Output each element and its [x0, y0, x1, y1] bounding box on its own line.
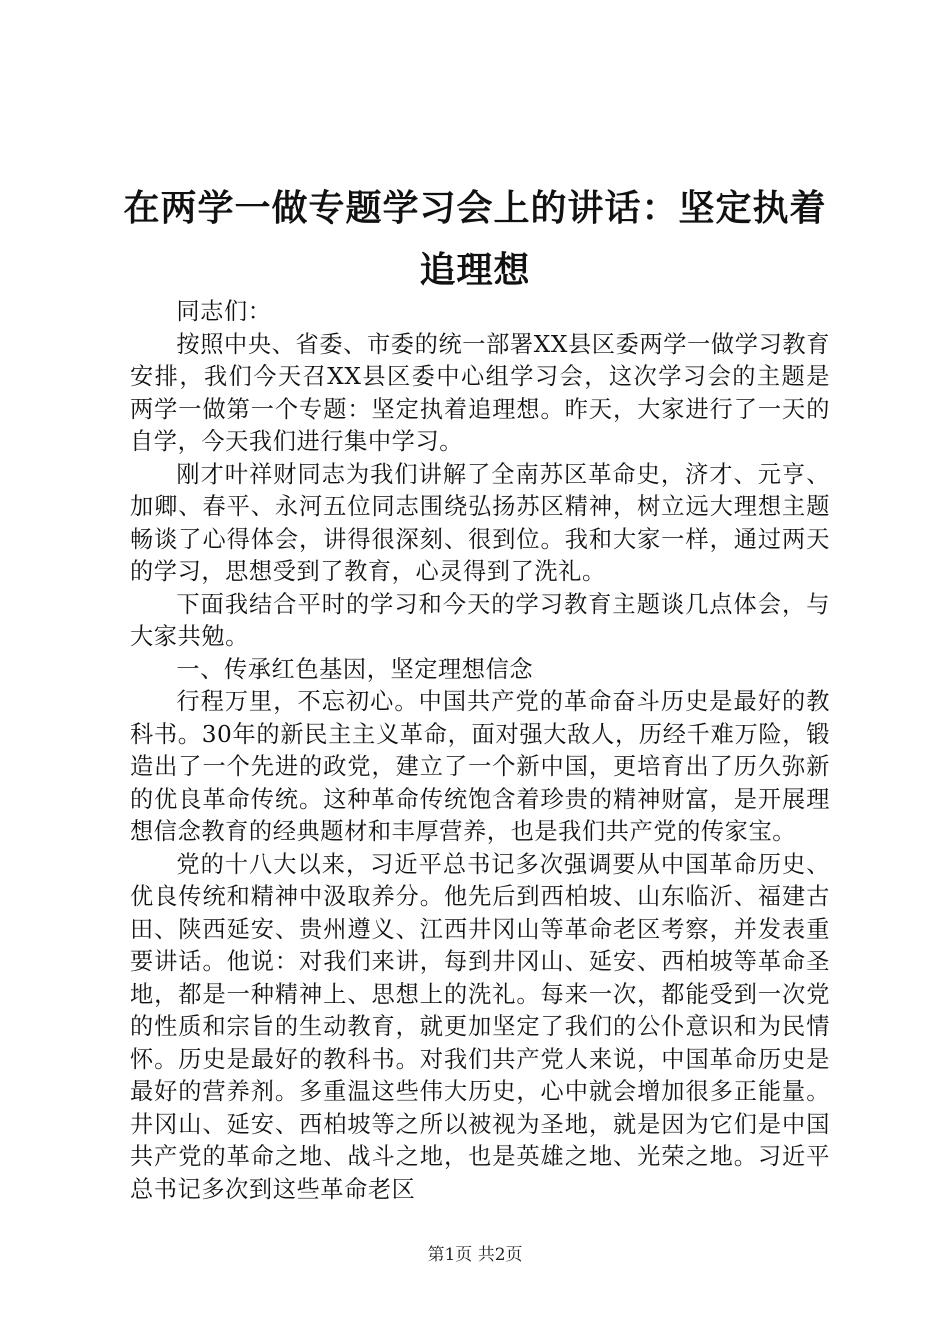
salutation: 同志们： [176, 298, 272, 325]
section-heading-1: 一、传承红色基因，坚定理想信念 [176, 655, 534, 683]
document-body [130, 296, 830, 1206]
page-number-footer: 第1页 共2页 [427, 1245, 523, 1265]
paragraph-speakers: 刚才叶祥财同志为我们讲解了全南苏区革命史，济才、元亨、加卿、春平、永河五位同志围绕弘扬苏区精神，树立远大理想主题畅谈了心得体会，讲得很深刻、很到位。我和大家一样，通过两天的学习，思想受到了教育，心灵得到了洗礼。 [130, 460, 830, 585]
document-title: 在两学一做专题学习会上的讲话：坚定执着追理想 [123, 188, 827, 291]
paragraph-transition: 下面我结合平时的学习和今天的学习教育主题谈几点体会，与大家共勉。 [130, 590, 830, 650]
paragraph-xi-remarks: 党的十八大以来，习近平总书记多次强调要从中国革命历史、优良传统和精神中汲取养分。他先后到西柏坡、山东临沂、福建古田、陕西延安、贵州遵义、江西井冈山等革命老区考察，并发表重要讲话。他说：对我们来讲，每到井冈山、延安、西柏坡等革命圣地，都是一种精神上、思想上的洗礼。每来一次，都能受到一次党的性质和宗旨的生动教育，就更加坚定了我们的公仆意识和为民情怀。历史是最好的教科书。对我们共产党人来说，中国革命历史是最好的营养剂。多重温这些伟大历史，心中就会增加很多正能量。井冈山、延安、西柏坡等之所以被视为圣地，就是因为它们是中国共产党的革命之地、战斗之地，也是英雄之地、光荣之地。习近平总书记多次到这些革命老区 [130, 850, 830, 1203]
paragraph-history: 行程万里，不忘初心。中国共产党的革命奋斗历史是最好的教科书。30年的新民主主义革命，面对强大敌人，历经千难万险，锻造出了一个先进的政党，建立了一个新中国，更培育出了历久弥新的优良革命传统。这种革命传统饱含着珍贵的精神财富，是开展理想信念教育的经典题材和丰厚营养，也是我们共产党的传家宝。 [130, 688, 830, 845]
paragraph-intro: 按照中央、省委、市委的统一部署XX县区委两学一做学习教育安排，我们今天召XX县区委中心组学习会，这次学习会的主题是两学一做第一个专题：坚定执着追理想。昨天，大家进行了一天的自学，今天我们进行集中学习。 [130, 330, 830, 455]
